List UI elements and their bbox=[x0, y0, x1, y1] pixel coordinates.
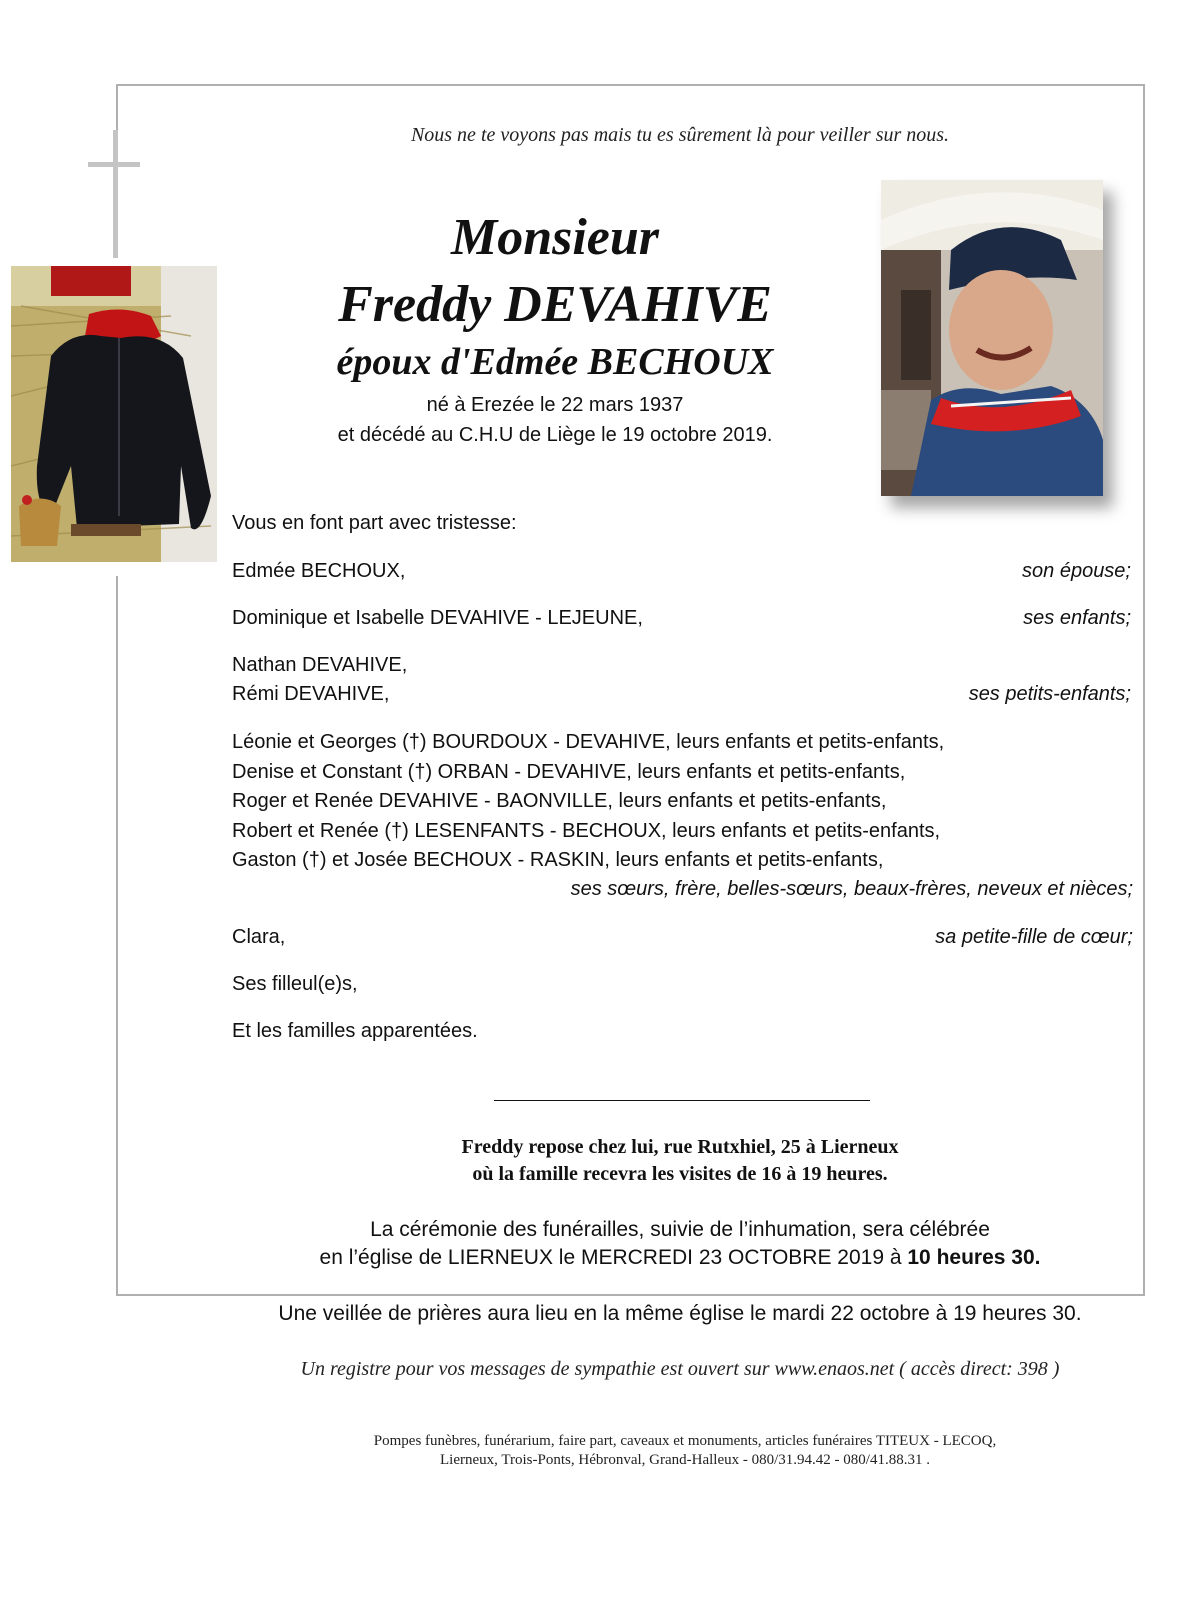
jacket-photo bbox=[11, 266, 217, 562]
separator-line bbox=[494, 1100, 870, 1101]
footer-line-1: Pompes funèbres, funérarium, faire part, caveaux et monuments, articles funéraires TITEUX - LECOQ, bbox=[373, 1433, 997, 1449]
civility-title: Monsieur bbox=[450, 209, 660, 266]
deceased-name: Freddy DEVAHIVE bbox=[338, 276, 772, 333]
birth-line: né à Erezée le 22 mars 1937 bbox=[426, 394, 684, 416]
ceremony-time: 10 heures 30. bbox=[907, 1246, 1041, 1269]
registry-line: Un registre pour vos messages de sympathie est ouvert sur www.enaos.net ( accès direct: 398 ) bbox=[300, 1358, 1060, 1380]
death-line: et décédé au C.H.U de Liège le 19 octobre 2019. bbox=[337, 424, 773, 446]
family-name: Léonie et Georges (†) BOURDOUX - DEVAHIVE, leurs enfants et petits-enfants, bbox=[232, 731, 945, 753]
family-relation: ses petits-enfants; bbox=[968, 683, 1131, 705]
cross-icon-horizontal bbox=[88, 162, 140, 167]
epigraph: Nous ne te voyons pas mais tu es sûrement là pour veiller sur nous. bbox=[410, 124, 950, 146]
footer-line-2: Lierneux, Trois-Ponts, Hébronval, Grand-Halleux - 080/31.94.42 - 080/41.88.31 . bbox=[440, 1452, 930, 1468]
family-name: Ses filleul(e)s, bbox=[232, 973, 358, 995]
ceremony-line-2-text: en l’église de LIERNEUX le MERCREDI 23 OCTOBRE 2019 à bbox=[319, 1246, 908, 1269]
family-relation: son épouse; bbox=[1022, 560, 1131, 582]
family-name: Denise et Constant (†) ORBAN - DEVAHIVE, leurs enfants et petits-enfants, bbox=[232, 761, 906, 783]
family-name: Et les familles apparentées. bbox=[232, 1020, 478, 1042]
vigil-line: Une veillée de prières aura lieu en la même église le mardi 22 octobre à 19 heures 30. bbox=[278, 1302, 1082, 1325]
family-name: Clara, bbox=[232, 926, 286, 948]
family-relation: sa petite-fille de cœur; bbox=[935, 926, 1133, 948]
family-name: Nathan DEVAHIVE, bbox=[232, 654, 408, 676]
family-name: Rémi DEVAHIVE, bbox=[232, 683, 390, 705]
portrait-photo bbox=[881, 180, 1103, 496]
rest-line-2: où la famille recevra les visites de 16 à 19 heures. bbox=[472, 1163, 888, 1185]
ceremony-line-2 bbox=[230, 1246, 1130, 1270]
family-name: Gaston (†) et Josée BECHOUX - RASKIN, leurs enfants et petits-enfants, bbox=[232, 849, 884, 871]
family-relation: ses sœurs, frère, belles-sœurs, beaux-frères, neveux et nièces; bbox=[570, 878, 1133, 900]
family-relation: ses enfants; bbox=[1023, 607, 1131, 629]
ceremony-line-1: La cérémonie des funérailles, suivie de l’inhumation, sera célébrée bbox=[370, 1218, 990, 1241]
family-name: Dominique et Isabelle DEVAHIVE - LEJEUNE, bbox=[232, 607, 643, 629]
family-name: Edmée BECHOUX, bbox=[232, 560, 406, 582]
spouse-line: époux d'Edmée BECHOUX bbox=[336, 341, 774, 383]
rest-line-1: Freddy repose chez lui, rue Rutxhiel, 25 à Lierneux bbox=[461, 1136, 899, 1158]
intro-line: Vous en font part avec tristesse: bbox=[232, 512, 517, 534]
family-name: Robert et Renée (†) LESENFANTS - BECHOUX, leurs enfants et petits-enfants, bbox=[232, 820, 941, 842]
family-name: Roger et Renée DEVAHIVE - BAONVILLE, leurs enfants et petits-enfants, bbox=[232, 790, 887, 812]
cross-icon-vertical bbox=[113, 130, 118, 258]
